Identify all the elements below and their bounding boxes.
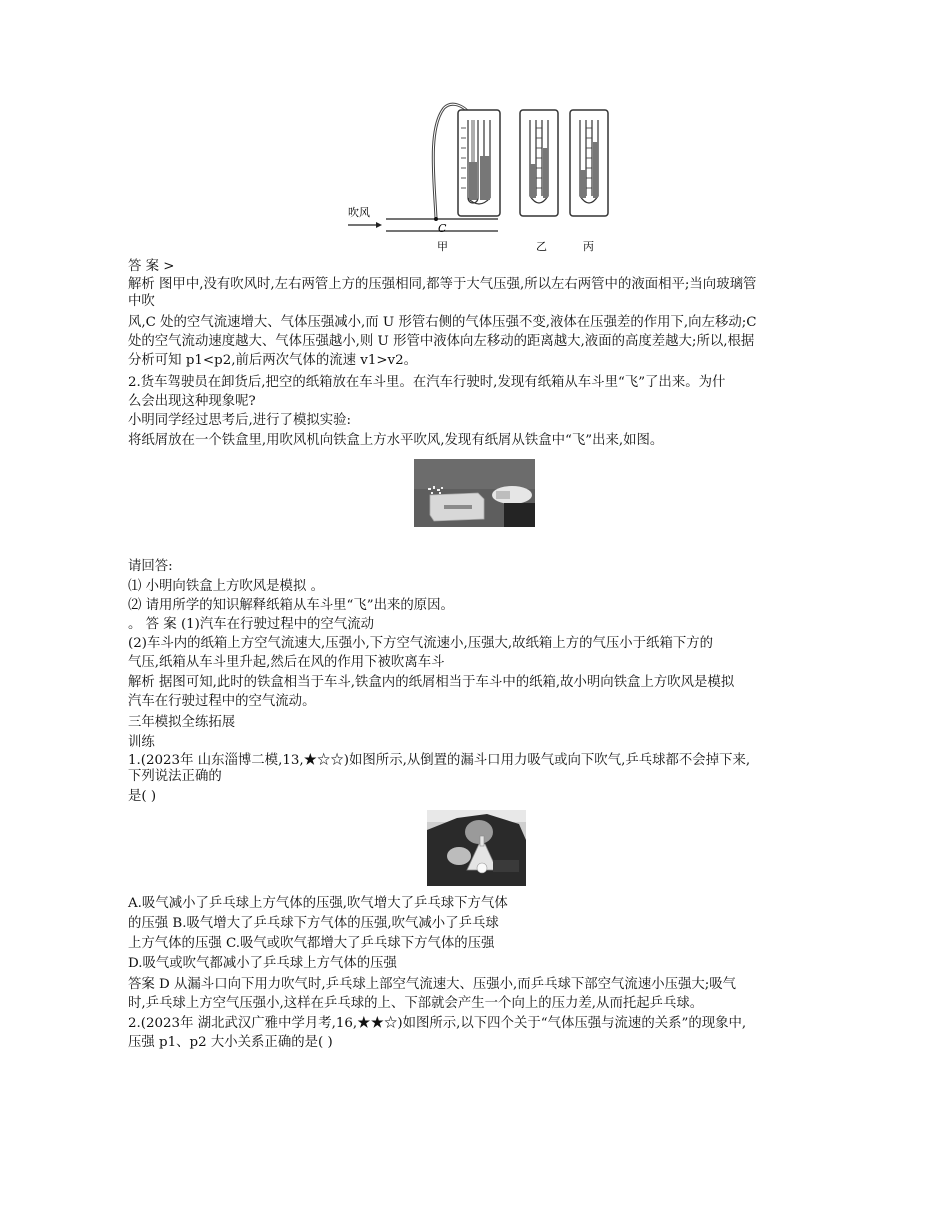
- option-line: A.吸气减小了乒乓球上方气体的压强,吹气增大了乒乓球下方气体: [128, 896, 508, 911]
- question-2-subquestion: ⑵ 请用所学的知识解释纸箱从车斗里“飞”出来的原因。: [128, 598, 454, 613]
- question-1-line: 是( ): [128, 789, 157, 804]
- analysis-line: 解析 据图可知,此时的铁盒相当于车斗,铁盒内的纸屑相当于车斗中的纸箱,故小明向铁盒上方吹风是模拟: [128, 675, 735, 690]
- answer-line: (2)车斗内的纸箱上方空气流速大,压强小,下方空气流速小,压强大,故纸箱上方的气压小于纸箱下方的: [128, 636, 714, 651]
- label-jia: 甲: [437, 240, 448, 253]
- question-2b-line: 压强 p1、p2 大小关系正确的是( ): [128, 1035, 333, 1050]
- question-2-line: 么会出现这种现象呢?: [128, 394, 256, 409]
- iron-box-photo: [414, 459, 535, 527]
- answer-line: 答案 D 从漏斗口向下用力吹气时,乒乓球上部空气流速大、压强小,而乒乓球下部空气流速小压强大;吸气: [128, 977, 737, 992]
- analysis-line: 风,C 处的空气流速增大、气体压强减小,而 U 形管右侧的气体压强不变,液体在压强差的作用下,向左移动;C: [128, 315, 757, 330]
- question-1-line: 下列说法正确的: [128, 769, 222, 784]
- analysis-line: 中吹: [128, 294, 155, 309]
- answer-heading: 答 案 >: [128, 259, 175, 274]
- analysis-line: 分析可知 p1<p2,前后两次气体的流速 v1>v2。: [128, 353, 418, 368]
- answer-line: 时,乒乓球上方空气压强小,这样在乒乓球的上、下部就会产生一个向上的压力差,从而托起乒乓球。: [128, 996, 704, 1011]
- option-line: D.吸气或吹气都减小了乒乓球上方气体的压强: [128, 956, 397, 971]
- label-bing: 丙: [583, 240, 594, 253]
- question-2-line: 请回答:: [128, 559, 173, 574]
- section-heading: 三年模拟全练拓展: [128, 715, 236, 730]
- u-tube-figure: [340, 98, 610, 258]
- analysis-line: 解析 图甲中,没有吹风时,左右两管上方的压强相同,都等于大气压强,所以左右两管中的液面相平;当向玻璃管: [128, 277, 757, 292]
- section-heading: 训练: [128, 735, 155, 750]
- question-2-line: 2.货车驾驶员在卸货后,把空的纸箱放在车斗里。在汽车行驶时,发现有纸箱从车斗里“飞”了出来。为什: [128, 375, 726, 390]
- question-2b-line: 2.(2023年 湖北武汉广雅中学月考,16,★★☆)如图所示,以下四个关于“气体压强与流速的关系”的现象中,: [128, 1016, 747, 1031]
- question-2-line: 小明同学经过思考后,进行了模拟实验:: [128, 413, 352, 428]
- point-c-label: C: [438, 222, 447, 235]
- question-1-line: 1.(2023年 山东淄博二模,13,★☆☆)如图所示,从倒置的漏斗口用力吸气或向下吹气,乒乓球都不会掉下来,: [128, 753, 751, 768]
- question-2-line: 将纸屑放在一个铁盒里,用吹风机向铁盒上方水平吹风,发现有纸屑从铁盒中“飞”出来,如图。: [128, 433, 664, 448]
- option-line: 上方气体的压强 C.吸气或吹气都增大了乒乓球下方气体的压强: [128, 936, 495, 951]
- blow-label: 吹风: [348, 206, 370, 219]
- label-yi: 乙: [536, 240, 547, 253]
- analysis-line: 处的空气流动速度越大、气体压强越小,则 U 形管中液体向左移动的距离越大,液面的高度差越大;所以,根据: [128, 334, 755, 349]
- answer-line: 气压,纸箱从车斗里升起,然后在风的作用下被吹离车斗: [128, 655, 445, 670]
- analysis-line: 汽车在行驶过程中的空气流动。: [128, 694, 316, 709]
- question-2-subquestion: ⑴ 小明向铁盒上方吹风是模拟 。: [128, 579, 324, 594]
- option-line: 的压强 B.吸气增大了乒乓球下方气体的压强,吹气减小了乒乓球: [128, 916, 499, 931]
- funnel-photo: [427, 810, 526, 886]
- answer-line: 。 答 案 (1)汽车在行驶过程中的空气流动: [128, 617, 374, 632]
